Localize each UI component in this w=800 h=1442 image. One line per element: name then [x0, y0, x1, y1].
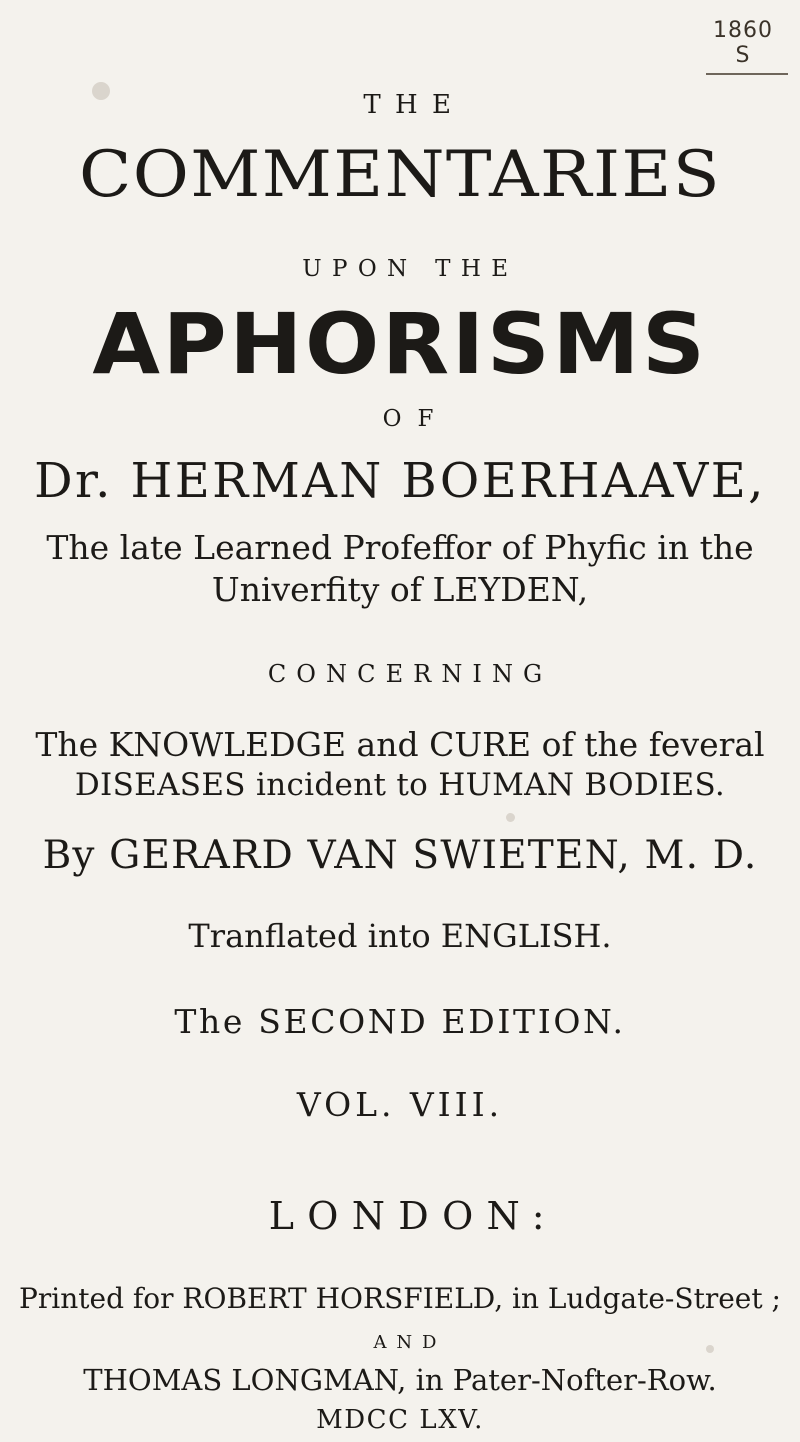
- aphorisms-heading: APHORISMS: [92, 295, 708, 393]
- edition-line: The SECOND EDITION.: [174, 1002, 626, 1041]
- page-stain: [506, 813, 515, 822]
- subject-line-1: The KNOWLEDGE and CURE of the feveral: [35, 725, 765, 764]
- library-shelfmark: 1860 S: [706, 18, 780, 75]
- professor-line-1: The late Learned Profeffor of Phyfic in the: [46, 528, 754, 567]
- volume-line: VOL. VIII.: [296, 1085, 504, 1124]
- title-line-the: THE: [363, 90, 466, 120]
- and-line: AND: [373, 1332, 447, 1353]
- title-line-upon-the: UPON THE: [302, 256, 519, 282]
- translated-line: Tranflated into ENGLISH.: [188, 917, 612, 955]
- main-title: COMMENTARIES: [78, 138, 722, 212]
- printer-line: Printed for ROBERT HORSFIELD, in Ludgate-Street ;: [19, 1282, 781, 1315]
- imprint-city: LONDON:: [268, 1194, 558, 1238]
- professor-line-2: Univerfity of LEYDEN,: [211, 570, 589, 609]
- translator-line: By GERARD VAN SWIETEN, M. D.: [42, 833, 758, 878]
- publication-date: MDCC LXV.: [316, 1405, 484, 1435]
- title-line-of: OF: [382, 406, 450, 432]
- subject-line-2: DISEASES incident to HUMAN BODIES.: [74, 767, 726, 803]
- concerning-line: CONCERNING: [267, 660, 553, 688]
- author-line: Dr. HERMAN BOERHAAVE,: [34, 453, 766, 509]
- second-printer-line: THOMAS LONGMAN, in Pater-Nofter-Row.: [83, 1363, 717, 1397]
